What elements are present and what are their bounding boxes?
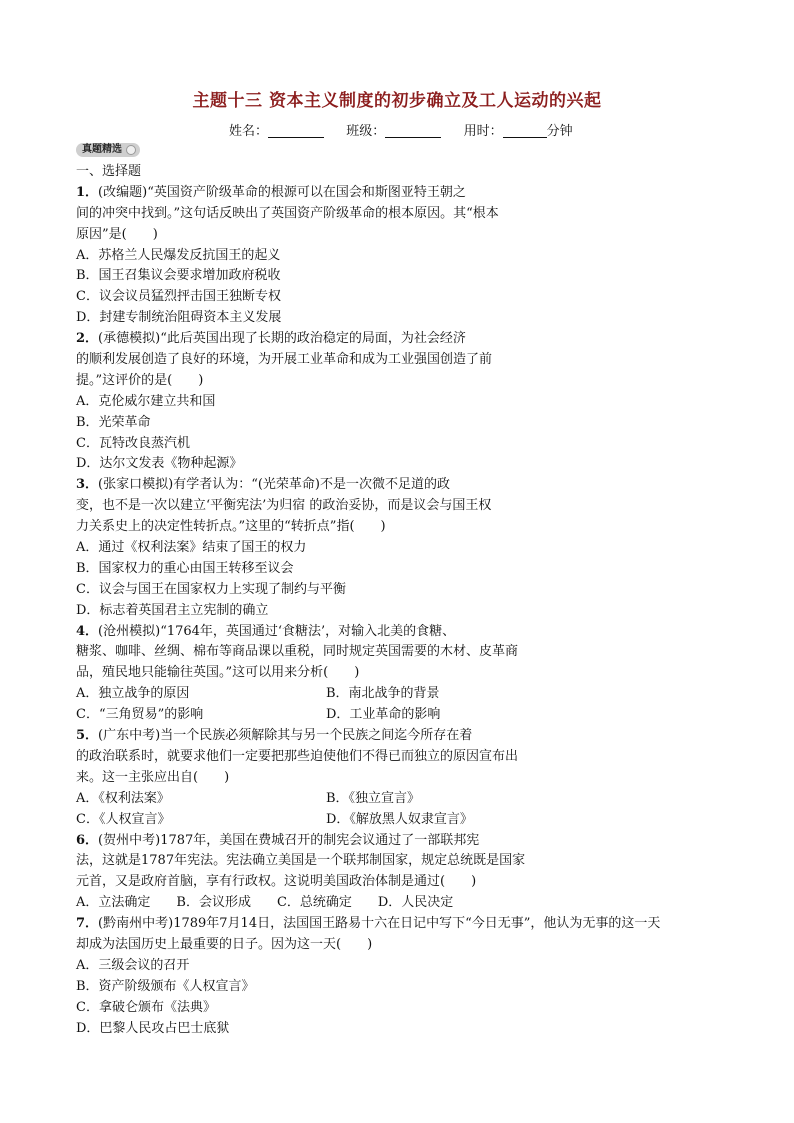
option-c: C．瓦特改良蒸汽机: [76, 435, 190, 451]
question-5-line-2: 的政治联系时，就要求他们一定要把那些迫使他们不得已而独立的原因宣布出: [76, 748, 519, 764]
question-4-line-3: 品，殖民地只能输往英国。”这可以用来分析( ): [76, 665, 360, 681]
option-b: B．南北战争的背景: [326, 686, 440, 702]
option-a: A．独立战争的原因: [76, 686, 190, 702]
option-a: A．通过《权利法案》结束了国王的权力: [76, 540, 307, 556]
option-c: C．《人权宣言》: [76, 811, 171, 827]
name-label: 姓名：: [229, 124, 269, 139]
question-3-line-1: [76, 475, 726, 496]
question-4-line-2: 糖浆、咖啡、丝绸、棉布等商品课以重税，同时规定英国需要的木材、皮革商: [76, 644, 519, 660]
option-c: C．议会议员猛烈抨击国王独断专权: [76, 289, 281, 305]
option-b: B．国家权力的重心由国王转移至议会: [76, 560, 294, 576]
time-unit: 分钟: [546, 124, 573, 139]
section-badge: 真题精选: [76, 143, 140, 157]
question-text: (沧州模拟)“1764年，英国通过‘食糖法’，对输入北美的食糖、: [98, 623, 456, 639]
option-d: D．标志着英国君主立宪制的确立: [76, 602, 269, 618]
options-row-cd: [76, 705, 726, 726]
section-heading: 一、选择题: [76, 164, 142, 179]
question-text: (黔南州中考)1789年7月14日，法国国王路易十六在日记中写下“今日无事”，他认为无事的这一天: [98, 916, 661, 932]
question-text: (承德模拟)“此后英国出现了长期的政治稳定的局面，为社会经济: [98, 331, 466, 347]
page-title: 主题十三 资本主义制度的初步确立及工人运动的兴起: [192, 91, 602, 111]
options-row-cd: [76, 810, 726, 831]
question-number: 3．: [76, 477, 99, 493]
question-text: (张家口模拟)有学者认为：“(光荣革命)不是一次微不足道的政: [98, 477, 450, 493]
option-d: D．封建专制统治阻碍资本主义发展: [76, 310, 282, 326]
question-list: [76, 162, 726, 1039]
option-a: A．《权利法案》: [76, 790, 170, 806]
question-6-line-2: 法，这就是1787年宪法。宪法确立美国是一个联邦制国家，规定总统既是国家: [76, 853, 526, 869]
student-info-row: [229, 120, 573, 139]
question-number: 2．: [76, 331, 99, 347]
question-text: (贺州中考)1787年，美国在费城召开的制宪会议通过了一部联邦宪: [98, 832, 480, 848]
question-1-line-2: 间的冲突中找到。”这句话反映出了英国资产阶级革命的根本原因。其“根本: [76, 205, 499, 221]
class-label: 班级：: [346, 124, 386, 139]
option-b: B．资产阶级颁布《人权宣言》: [76, 978, 255, 994]
question-2-line-3: 提。”这评价的是( ): [76, 372, 204, 388]
option-d: D．工业革命的影响: [326, 707, 441, 723]
question-3-line-3: 力关系史上的决定性转折点。”这里的“转折点”指( ): [76, 519, 386, 535]
class-blank: [385, 123, 441, 138]
option-c: C．拿破仑颁布《法典》: [76, 999, 216, 1015]
option-d: D．巴黎人民攻占巴士底狱: [76, 1020, 230, 1036]
time-label: 用时：: [463, 124, 503, 139]
question-6-line-1: [76, 831, 726, 852]
question-text: (改编题)“英国资产阶级革命的根源可以在国会和斯图亚特王朝之: [98, 184, 466, 200]
question-5-line-1: [76, 726, 726, 747]
question-7-line-2: 却成为法国历史上最重要的日子。因为这一天( ): [76, 936, 373, 952]
options-row-ab: [76, 789, 726, 810]
question-number: 4．: [76, 623, 99, 639]
question-number: 5．: [76, 728, 99, 744]
question-2-line-2: 的顺利发展创造了良好的环境，为开展工业革命和成为工业强国创造了前: [76, 352, 493, 368]
question-7-line-1: [76, 914, 726, 935]
option-b: B．国王召集议会要求增加政府税收: [76, 268, 281, 284]
question-number: 6．: [76, 832, 99, 848]
option-d: D．达尔文发表《物种起源》: [76, 456, 243, 472]
option-c: C．“三角贸易”的影响: [76, 707, 204, 723]
option-a: A．苏格兰人民爆发反抗国王的起义: [76, 247, 281, 263]
question-1-line-1: [76, 183, 726, 204]
time-blank: [503, 123, 547, 138]
question-number: 7．: [76, 916, 99, 932]
question-number: 1．: [76, 184, 99, 200]
question-1-line-3: 原因”是( ): [76, 226, 158, 242]
options-row-ab: [76, 684, 726, 705]
question-2-line-1: [76, 329, 726, 350]
question-4-line-1: [76, 622, 726, 643]
name-blank: [268, 123, 324, 138]
question-6-line-3: 元首，又是政府首脑，享有行政权。这说明美国政治体制是通过( ): [76, 874, 477, 890]
options-row: A．立法确定 B．会议形成 C．总统确定 D．人民决定: [76, 895, 454, 911]
option-c: C．议会与国王在国家权力上实现了制约与平衡: [76, 581, 346, 597]
question-3-line-2: 变，也不是一次以建立‘平衡宪法’为归宿 的政治妥协，而是议会与国王权: [76, 498, 492, 514]
question-text: (广东中考)当一个民族必须解除其与另一个民族之间迄今所存在着: [98, 728, 473, 744]
option-a: A．三级会议的召开: [76, 957, 190, 973]
option-b: B．光荣革命: [76, 414, 151, 430]
option-b: B．《独立宣言》: [326, 790, 421, 806]
option-d: D．《解放黑人奴隶宣言》: [326, 811, 473, 827]
option-a: A．克伦威尔建立共和国: [76, 393, 216, 409]
question-5-line-3: 来。这一主张应出自( ): [76, 769, 230, 785]
